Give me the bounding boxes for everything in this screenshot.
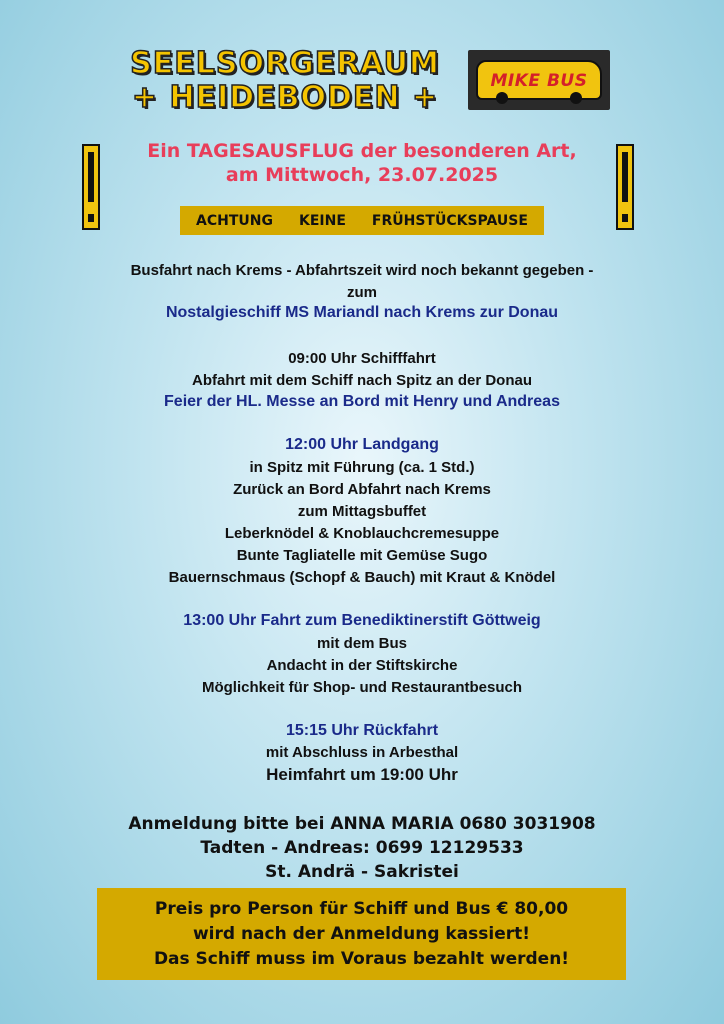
program-line: Abfahrt mit dem Schiff nach Spitz an der Donau bbox=[191, 372, 533, 389]
program-line: Möglichkeit für Shop- und Restaurantbesuch bbox=[201, 679, 523, 696]
price-line: wird nach der Anmeldung kassiert! bbox=[192, 924, 531, 944]
program-line: in Spitz mit Führung (ca. 1 Std.) bbox=[249, 459, 475, 476]
title-line-1: SEELSORGERAUM bbox=[130, 46, 440, 81]
warning-banner bbox=[180, 206, 544, 235]
subtitle-line-2: am Mittwoch, 23.07.2025 bbox=[225, 164, 499, 186]
program-line: mit dem Bus bbox=[316, 635, 407, 652]
program-line: zum bbox=[347, 284, 377, 301]
wheel-icon bbox=[570, 92, 582, 104]
exclamation-icon-right bbox=[616, 144, 634, 230]
contact-line: Tadten - Andreas: 0699 12129533 bbox=[200, 838, 524, 858]
subtitle-line-1: Ein TAGESAUSFLUG der besonderen Art, bbox=[147, 140, 577, 162]
title-line-2: + HEIDEBODEN + bbox=[131, 80, 439, 115]
program-line: mit Abschluss in Arbesthal bbox=[265, 744, 459, 761]
program-line: Feier der HL. Messe an Bord mit Henry und Andreas bbox=[164, 393, 560, 410]
program-line: Bauernschmaus (Schopf & Bauch) mit Kraut & Knödel bbox=[168, 569, 556, 586]
price-line: Das Schiff muss im Voraus bezahlt werden! bbox=[153, 949, 570, 969]
logo-text: MIKE BUS bbox=[490, 71, 588, 91]
exclamation-icon-left bbox=[82, 144, 100, 230]
mike-bus-logo bbox=[468, 50, 610, 110]
program-line: zum Mittagsbuffet bbox=[297, 503, 427, 520]
price-line: Preis pro Person für Schiff und Bus € 80,00 bbox=[154, 899, 569, 919]
program-line: 13:00 Uhr Fahrt zum Benediktinerstift Göttweig bbox=[183, 612, 541, 629]
program-line: Zurück an Bord Abfahrt nach Krems bbox=[233, 481, 491, 498]
bus-icon bbox=[476, 60, 602, 100]
program-line: 09:00 Uhr Schifffahrt bbox=[288, 350, 436, 367]
program-line: Andacht in der Stiftskirche bbox=[266, 657, 458, 674]
program-line: 12:00 Uhr Landgang bbox=[285, 436, 439, 453]
program-line: 15:15 Uhr Rückfahrt bbox=[285, 722, 439, 739]
warning-word: FRÜHSTÜCKSPAUSE bbox=[371, 212, 528, 229]
program-line: Nostalgieschiff MS Mariandl nach Krems zur Donau bbox=[165, 304, 559, 321]
warning-word: KEINE bbox=[299, 212, 346, 229]
program-line: Heimfahrt um 19:00 Uhr bbox=[266, 765, 458, 784]
price-box bbox=[97, 888, 626, 980]
program-line: Busfahrt nach Krems - Abfahrtszeit wird noch bekannt gegeben - bbox=[130, 262, 594, 279]
contact-line: St. Andrä - Sakristei bbox=[265, 862, 459, 882]
contact-line: Anmeldung bitte bei ANNA MARIA 0680 3031908 bbox=[128, 814, 596, 834]
wheel-icon bbox=[496, 92, 508, 104]
warning-word: ACHTUNG bbox=[196, 212, 273, 229]
program-line: Leberknödel & Knoblauchcremesuppe bbox=[224, 525, 500, 542]
program-line: Bunte Tagliatelle mit Gemüse Sugo bbox=[236, 547, 488, 564]
